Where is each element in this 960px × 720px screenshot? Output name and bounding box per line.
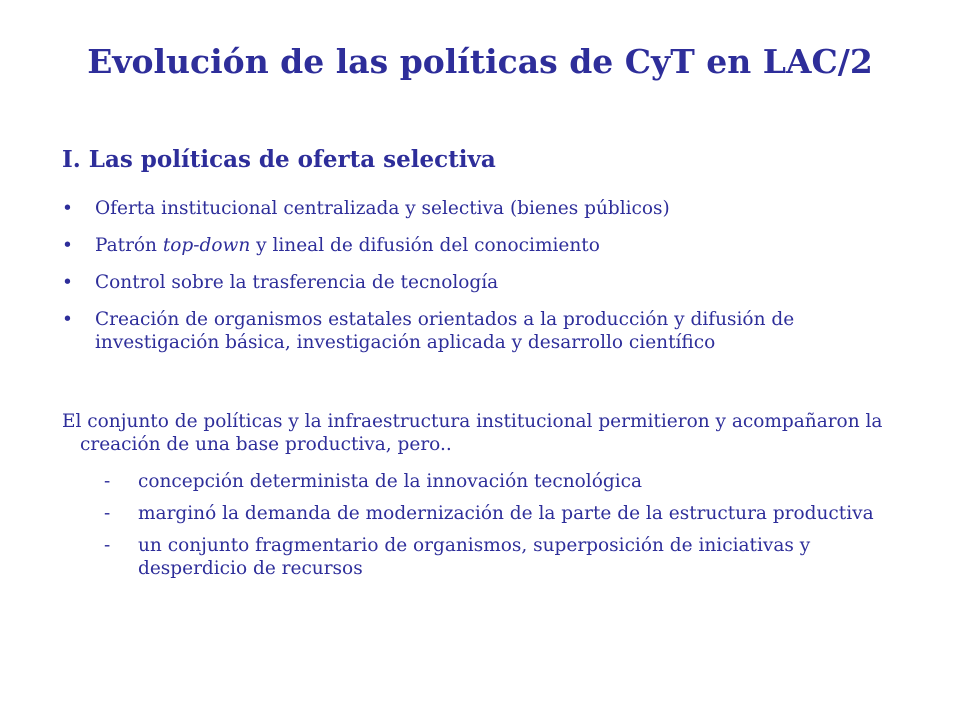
dash-text: un conjunto fragmentario de organismos, superposición de iniciativas y desperdicio de recursos	[138, 535, 811, 579]
bullet-item	[62, 197, 922, 220]
bullet-dot-icon: •	[62, 198, 73, 219]
bullet-dot-icon: •	[62, 272, 73, 293]
dash-item	[104, 470, 904, 493]
dash-item	[104, 534, 904, 580]
bullet-text-part: y lineal de difusión del conocimiento	[250, 235, 600, 256]
bullet-item	[62, 308, 922, 354]
dash-icon: -	[104, 503, 111, 524]
section-heading: I. Las políticas de oferta selectiva	[62, 146, 496, 173]
bullet-text-italic: top-down	[162, 235, 251, 256]
dash-icon: -	[104, 471, 111, 492]
bullet-text: Control sobre la trasferencia de tecnología	[95, 272, 499, 293]
dash-icon: -	[104, 535, 111, 556]
bullet-text-part: Patrón	[95, 235, 163, 256]
dash-item	[104, 502, 904, 525]
bullet-text: Creación de organismos estatales orientados a la producción y difusión de investigación básica, investigación aplicada y desarrollo científico	[95, 309, 795, 353]
dash-text: marginó la demanda de modernización de la parte de la estructura productiva	[138, 503, 874, 524]
dash-text: concepción determinista de la innovación tecnológica	[138, 471, 642, 492]
bullet-text: Oferta institucional centralizada y selectiva (bienes públicos)	[95, 198, 670, 219]
bullet-item	[62, 271, 922, 294]
bullet-item	[62, 234, 922, 257]
body-paragraph: El conjunto de políticas y la infraestructura institucional permitieron y acompañaron la creación de una base productiva, pero..	[62, 411, 883, 455]
dash-list	[104, 470, 904, 589]
slide-title: Evolución de las políticas de CyT en LAC/2	[87, 42, 873, 81]
bullet-dot-icon: •	[62, 235, 73, 256]
bullet-dot-icon: •	[62, 309, 73, 330]
bullet-list	[62, 197, 922, 368]
